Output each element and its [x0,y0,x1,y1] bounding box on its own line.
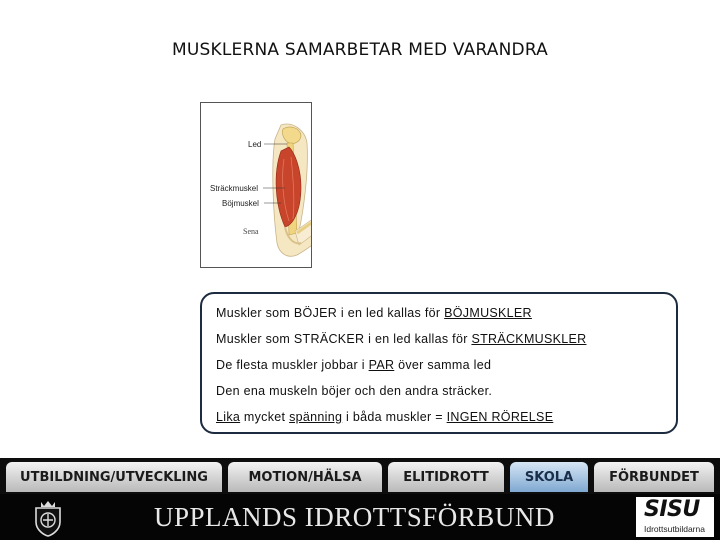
tab-motion-halsa[interactable]: MOTION/HÄLSA [228,462,382,492]
slide-title: MUSKLERNA SAMARBETAR MED VARANDRA [172,40,548,60]
footer-banner [0,494,720,540]
info-line-5 [216,408,662,434]
info-line-5-mid1: mycket [240,410,290,424]
term-ingen-rorelse: INGEN RÖRELSE [446,410,554,424]
info-line-2 [216,330,662,356]
term-lika: Lika [216,410,241,424]
tab-elitidrott[interactable]: ELITIDROTT [388,462,504,492]
org-name: UPPLANDS IDROTTSFÖRBUND [154,502,555,532]
term-par: PAR [368,358,395,372]
info-line-3-text: De flesta muskler jobbar i [216,358,369,372]
nav-bar [0,458,720,494]
sisu-subtitle: Idrottsutbildarna [644,524,705,534]
label-extensor: Sträckmuskel [210,184,259,193]
tab-forbundet[interactable]: FÖRBUNDET [594,462,714,492]
info-line-5-mid2: i båda muskler = [342,410,447,424]
tab-skola[interactable]: SKOLA [510,462,588,492]
info-line-2-text: Muskler som STRÄCKER i en led kallas för [216,332,472,346]
crest-icon [28,498,68,538]
term-spanning: spänning [289,410,343,424]
info-line-4-text: Den ena muskeln böjer och den andra sträcker. [216,384,493,398]
info-line-1-text: Muskler som BÖJER i en led kallas för [216,306,445,320]
info-text-box [200,292,678,434]
term-strackmuskler: STRÄCKMUSKLER [471,332,587,346]
arm-muscle-illustration [200,102,312,268]
info-line-1 [216,304,662,330]
info-line-3 [216,356,662,382]
label-joint: Led [248,140,262,149]
sisu-wordmark: SISU [644,497,700,522]
label-tendon: Sena [243,227,259,236]
label-flexor: Böjmuskel [222,199,259,208]
info-line-3-tail: över samma led [394,358,492,372]
sisu-logo[interactable] [636,497,714,537]
term-bojmuskler: BÖJMUSKLER [444,306,532,320]
info-line-4 [216,382,662,408]
tab-utbildning[interactable]: UTBILDNING/UTVECKLING [6,462,222,492]
